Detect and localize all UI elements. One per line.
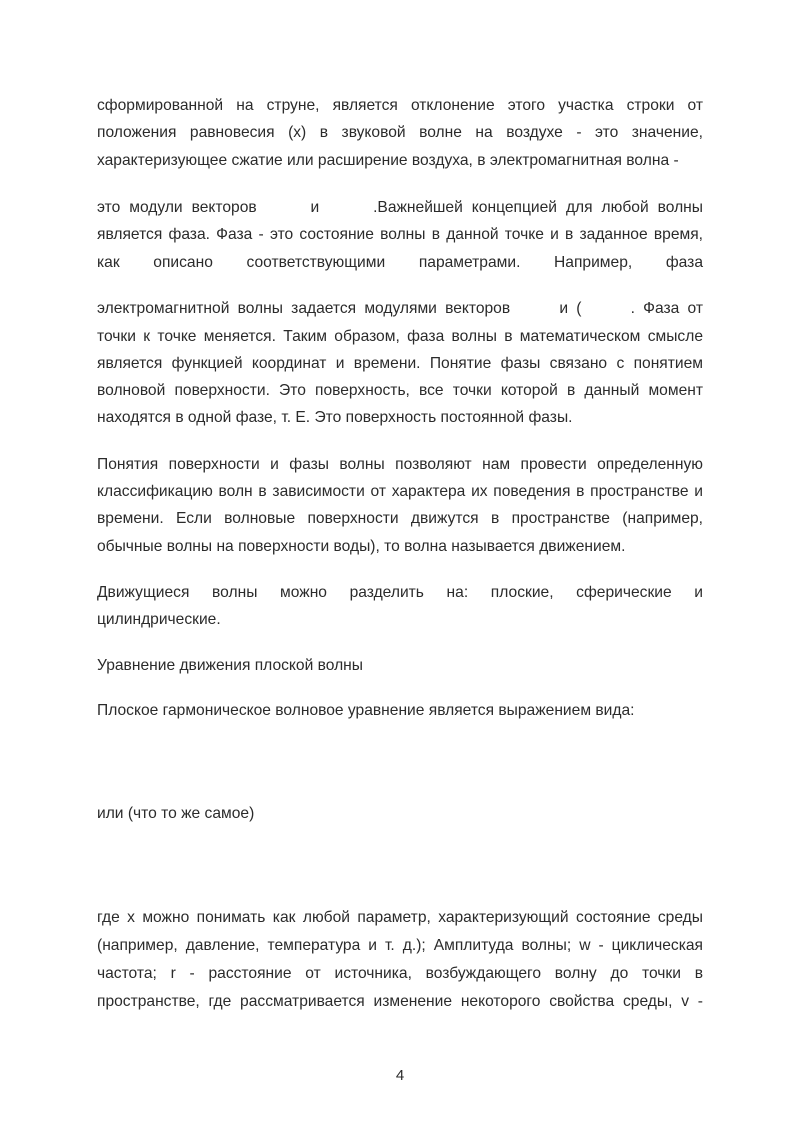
text-line: точки к точке меняется. Таким образом, фаза волны в математическом смысле [97, 328, 703, 345]
text-line: находятся в одной фазе, т. Е. Это поверхность постоянной фазы. [97, 409, 573, 426]
text-line: электромагнитной волны задается модулями векторов и ( . Фаза от [97, 300, 703, 317]
text-line: Плоское гармоническое волновое уравнение является выражением вида: [97, 702, 635, 719]
text-line: характеризующее сжатие или расширение воздуха, в электромагнитная волна - [97, 152, 679, 169]
text-line: цилиндрические. [97, 611, 221, 628]
text-line: Уравнение движения плоской волны [97, 657, 363, 674]
text-line: пространстве, где рассматривается изменение некоторого свойства среды, v - [97, 993, 703, 1010]
text-line: где x можно понимать как любой параметр, характеризующий состояние среды [97, 909, 703, 926]
page-number: 4 [395, 1067, 405, 1084]
text-line: сформированной на струне, является отклонение этого участка строки от [97, 97, 703, 114]
text-line: частота; r - расстояние от источника, возбуждающего волну до точки в [97, 965, 703, 982]
text-line: времени. Если волновые поверхности движутся в пространстве (например, [97, 510, 703, 527]
text-line: или (что то же самое) [97, 805, 255, 822]
text-line: классификацию волн в зависимости от характера их поведения в пространстве и [97, 483, 703, 500]
text-line: (например, давление, температура и т. д.); Амплитуда волны; w - циклическая [97, 937, 703, 954]
text-line: положения равновесия (x) в звуковой волне на воздухе - это значение, [97, 124, 703, 141]
text-line: Движущиеся волны можно разделить на: плоские, сферические и [97, 584, 703, 601]
text-line: является функцией координат и времени. Понятие фазы связано с понятием [97, 355, 703, 372]
text-line: является фаза. Фаза - это состояние волны в данной точке и в заданное время, [97, 226, 703, 243]
text-line: волновой поверхности. Это поверхность, все точки которой в данный момент [97, 382, 703, 399]
text-line: это модули векторов и .Важнейшей концепцией для любой волны [97, 199, 703, 216]
text-line: обычные волны на поверхности воды), то волна называется движением. [97, 538, 626, 555]
text-line: как описано соответствующими параметрами. Например, фаза [97, 254, 703, 271]
text-line: Понятия поверхности и фазы волны позволяют нам провести определенную [97, 456, 703, 473]
